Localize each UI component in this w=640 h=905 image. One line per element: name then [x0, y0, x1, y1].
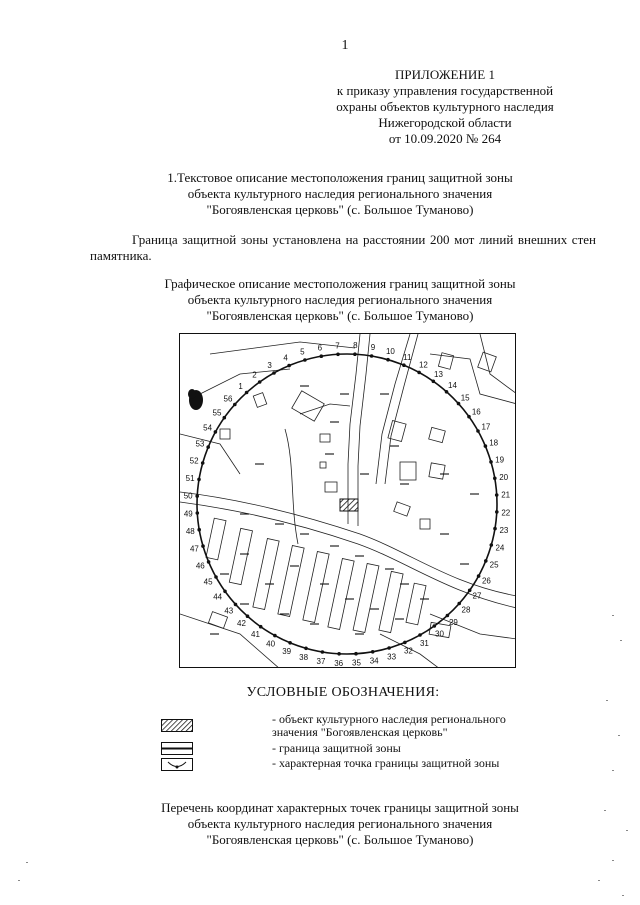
boundary-point-31	[418, 633, 422, 637]
boundary-point-label: 15	[460, 393, 470, 403]
boundary-point-17	[476, 429, 480, 433]
legend-line: значения "Богоявленская церковь"	[272, 725, 448, 739]
scan-speck	[622, 895, 624, 896]
boundary-point-28	[457, 602, 461, 606]
boundary-point-label: 19	[495, 455, 505, 465]
appendix-line: охраны объектов культурного наследия	[336, 99, 554, 114]
section2-title	[20, 276, 640, 324]
zone-map	[179, 333, 516, 668]
appendix-line: Нижегородской области	[378, 115, 512, 130]
boundary-point-label: 30	[435, 629, 444, 639]
legend-line: - объект культурного наследия регионального	[272, 712, 506, 726]
boundary-point-label: 52	[189, 456, 199, 466]
boundary-point-2	[258, 380, 262, 384]
paragraph-line: Граница защитной зоны установлена на расстоянии 200 мот линий внешних стен	[132, 232, 596, 247]
boundary-point-label: 48	[185, 527, 195, 537]
boundary-point-label: 10	[385, 347, 395, 357]
boundary-point-30	[433, 624, 437, 628]
scan-speck	[626, 830, 628, 831]
boundary-point-label: 43	[224, 606, 234, 616]
section3-line: объекта культурного наследия регионального значения	[187, 816, 493, 831]
section3-line: "Богоявленская церковь" (с. Большое Туманово)	[206, 832, 474, 847]
boundary-point-label: 24	[495, 543, 505, 553]
paragraph-line: памятника.	[90, 248, 152, 263]
boundary-point-43	[234, 603, 238, 607]
boundary-point-label: 36	[334, 658, 344, 668]
boundary-point-53	[206, 445, 210, 449]
legend-text-zone-boundary: - граница защитной зоны	[272, 741, 401, 755]
boundary-point-label: 13	[434, 370, 443, 379]
boundary-point-52	[201, 461, 205, 465]
boundary-point-label: 25	[489, 560, 499, 570]
section2-line: Графическое описание местоположения границ защитной зоны	[164, 276, 516, 291]
boundary-point-label: 38	[299, 652, 309, 662]
boundary-point-34	[371, 650, 375, 654]
boundary-point-label: 33	[387, 652, 397, 662]
scan-speck	[618, 735, 620, 736]
boundary-point-label: 3	[267, 361, 272, 371]
boundary-point-3	[272, 371, 276, 375]
boundary-point-label: 44	[213, 592, 223, 602]
boundary-point-label: 23	[499, 526, 509, 535]
heritage-object-church	[340, 499, 358, 511]
boundary-point-label: 31	[419, 638, 429, 648]
appendix-line: от 10.09.2020 № 264	[388, 131, 502, 146]
boundary-point-7	[336, 353, 340, 357]
boundary-point-47	[201, 544, 205, 548]
boundary-point-label: 27	[472, 591, 482, 601]
boundary-point-label: 12	[418, 360, 428, 370]
boundary-point-55	[223, 416, 227, 420]
legend-text-heritage-object	[272, 713, 506, 739]
legend-text-boundary-point: - характерная точка границы защитной зоны	[272, 756, 500, 770]
section1-line: 1.Текстовое описание местоположения границ защитной зоны	[167, 170, 513, 185]
scan-speck	[606, 700, 608, 701]
boundary-point-11	[402, 363, 406, 367]
boundary-point-label: 56	[223, 394, 233, 404]
boundary-point-label: 29	[448, 618, 458, 628]
boundary-point-label: 8	[353, 341, 358, 351]
boundary-point-46	[207, 560, 211, 564]
boundary-point-label: 51	[185, 474, 195, 483]
boundary-point-label: 45	[203, 577, 213, 587]
appendix-title: ПРИЛОЖЕНИЕ 1	[395, 67, 495, 82]
boundary-point-19	[489, 460, 493, 464]
boundary-point-4	[287, 364, 291, 368]
boundary-point-27	[468, 589, 472, 593]
boundary-point-1	[245, 391, 249, 395]
boundary-point-label: 49	[183, 509, 193, 519]
legend-symbol-zone-boundary	[161, 742, 193, 755]
scan-speck	[620, 640, 622, 641]
boundary-point-label: 2	[252, 370, 257, 380]
boundary-point-label: 4	[283, 353, 288, 363]
boundary-point-5	[303, 358, 307, 362]
legend-symbol-boundary-point	[161, 758, 193, 771]
section3-line: Перечень координат характерных точек границы защитной зоны	[161, 800, 519, 815]
section3-title	[20, 800, 640, 848]
boundary-point-label: 55	[212, 408, 222, 418]
boundary-point-33	[387, 646, 391, 650]
description-paragraph	[90, 232, 596, 264]
boundary-point-14	[445, 390, 449, 394]
boundary-point-25	[484, 559, 488, 563]
boundary-point-label: 16	[471, 407, 481, 417]
section1-title	[20, 170, 640, 218]
boundary-point-22	[495, 510, 499, 514]
appendix-line: к приказу управления государственной	[336, 83, 554, 98]
section2-line: "Богоявленская церковь" (с. Большое Туманово)	[206, 308, 474, 323]
boundary-point-18	[484, 444, 488, 448]
boundary-point-label: 47	[189, 544, 199, 554]
boundary-point-54	[214, 430, 218, 434]
boundary-point-29	[446, 614, 450, 618]
boundary-point-label: 21	[501, 490, 511, 500]
boundary-point-45	[214, 575, 218, 579]
scan-speck	[612, 615, 614, 616]
scan-speck	[612, 770, 614, 771]
boundary-point-23	[493, 527, 497, 531]
boundary-point-48	[197, 528, 201, 532]
boundary-point-label: 6	[317, 343, 323, 353]
boundary-point-label: 34	[369, 656, 379, 666]
boundary-point-label: 40	[266, 639, 276, 649]
scan-speck	[598, 880, 600, 881]
boundary-point-label: 5	[300, 347, 305, 357]
boundary-point-label: 46	[195, 561, 205, 571]
boundary-point-label: 35	[352, 658, 361, 668]
boundary-point-10	[386, 358, 390, 362]
boundary-point-26	[477, 574, 481, 578]
boundary-point-49	[196, 511, 200, 515]
boundary-point-label: 18	[489, 438, 499, 448]
boundary-point-20	[493, 477, 497, 481]
scan-speck	[26, 862, 28, 863]
boundary-point-label: 54	[203, 423, 213, 433]
boundary-point-37	[321, 650, 325, 654]
boundary-point-label: 39	[282, 647, 292, 657]
boundary-point-label: 28	[461, 605, 471, 615]
boundary-point-41	[259, 625, 263, 629]
scan-speck	[18, 880, 20, 881]
boundary-point-label: 50	[183, 491, 193, 501]
boundary-point-label: 32	[403, 646, 413, 656]
boundary-point-8	[353, 352, 357, 356]
boundary-point-56	[233, 403, 237, 407]
boundary-point-label: 11	[403, 352, 412, 362]
boundary-point-38	[304, 647, 308, 651]
boundary-point-label: 41	[251, 630, 260, 639]
boundary-point-44	[223, 590, 227, 594]
boundary-point-51	[197, 478, 201, 482]
boundary-point-label: 26	[481, 576, 491, 586]
boundary-point-label: 20	[499, 472, 509, 482]
section1-line: объекта культурного наследия регионального значения	[187, 186, 493, 201]
legend-title: УСЛОВНЫЕ ОБОЗНАЧЕНИЯ:	[246, 685, 440, 700]
boundary-point-label: 42	[237, 619, 246, 628]
ink-blot	[188, 389, 203, 410]
boundary-point-36	[337, 652, 341, 656]
boundary-point-label: 22	[501, 508, 511, 518]
boundary-point-label: 53	[195, 439, 205, 449]
page-number: 1	[341, 38, 349, 53]
boundary-point-label: 37	[316, 656, 326, 666]
boundary-point-6	[320, 354, 324, 358]
appendix-header	[300, 67, 590, 147]
boundary-point-40	[273, 634, 277, 638]
section1-line: "Богоявленская церковь" (с. Большое Туманово)	[206, 202, 474, 217]
boundary-point-label: 14	[448, 381, 457, 390]
boundary-point-24	[490, 543, 494, 547]
boundary-point-42	[246, 614, 250, 618]
zone-map-drawing	[180, 334, 516, 668]
boundary-point-35	[354, 652, 358, 656]
boundary-point-9	[370, 354, 374, 358]
boundary-point-label: 17	[481, 422, 491, 432]
boundary-point-32	[403, 641, 407, 645]
boundary-point-16	[467, 415, 471, 419]
legend-symbol-heritage-object	[161, 719, 193, 732]
boundary-point-label: 9	[370, 343, 376, 353]
scan-speck	[604, 810, 606, 811]
boundary-point-13	[432, 380, 436, 384]
boundary-point-39	[288, 641, 292, 645]
boundary-point-21	[495, 493, 499, 497]
section2-line: объекта культурного наследия регионального значения	[187, 292, 493, 307]
boundary-point-50	[195, 494, 199, 498]
boundary-point-label: 7	[335, 341, 340, 351]
boundary-point-12	[417, 371, 421, 375]
scan-speck	[612, 860, 614, 861]
boundary-point-label: 1	[238, 381, 243, 391]
